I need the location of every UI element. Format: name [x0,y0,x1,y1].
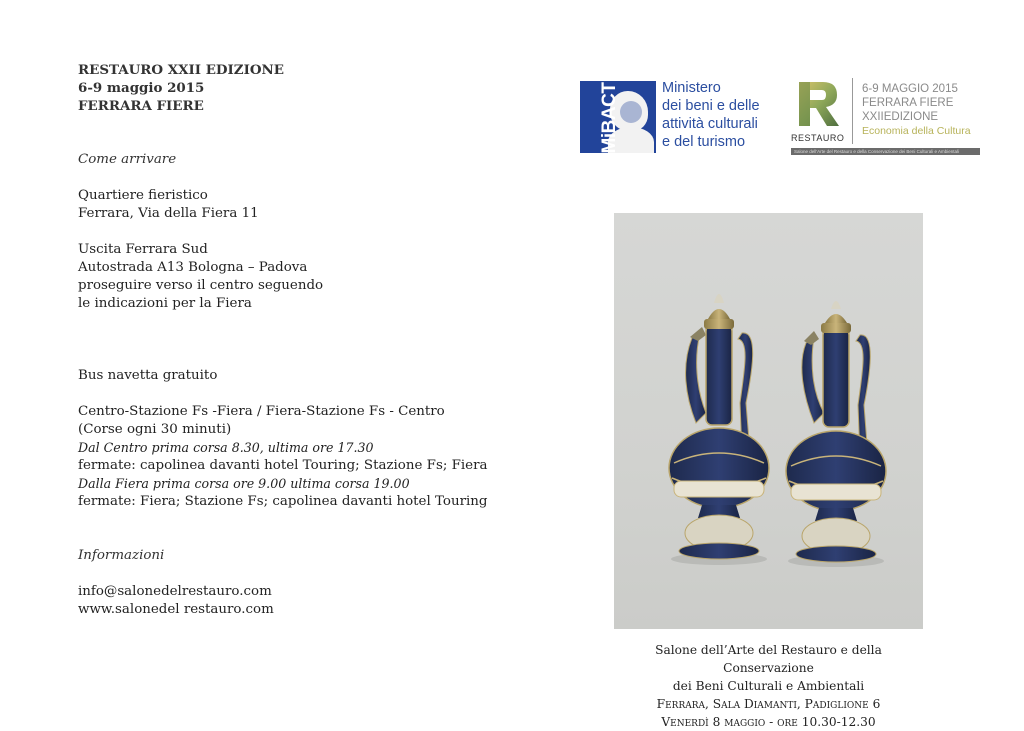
mibact-line-2: dei beni e delle [662,98,760,114]
restauro-tagline: Economia della Cultura [862,125,971,137]
mibact-line-3: attività culturali [662,116,758,132]
bus-route: Centro-Stazione Fs -Fiera / Fiera-Stazione Fs - Centro [78,404,445,419]
restauro-bar: Salone dell'Arte del Restauro e della Conservazione dei Beni Culturali e Ambientali [791,148,980,155]
info-email[interactable]: info@salonedelrestauro.com [78,584,272,599]
bus-title: Bus navetta gratuito [78,368,218,383]
event-dates: 6-9 maggio 2015 [78,80,205,96]
bus-from-fiera: Dalla Fiera prima corsa ore 9.00 ultima corsa 19.00 [78,476,410,491]
mibact-line-1: Ministero [662,80,721,96]
event-caption [614,641,923,731]
venue-line-2: Ferrara, Via della Fiera 11 [78,206,259,221]
right-ewer [786,301,886,562]
venue-line-1: Quartiere fieristico [78,188,208,203]
restauro-label: RESTAURO [791,133,845,143]
restauro-edition: XXIIEDIZIONE [862,111,939,123]
info-heading: Informazioni [78,548,165,563]
caption-line-4: Venerdì 8 maggio - ore 10.30-12.30 [661,715,876,729]
ewers-photo [614,213,923,629]
caption-line-2: dei Beni Culturali e Ambientali [672,679,865,693]
left-ewer [669,294,769,559]
logo-divider [852,78,853,144]
restauro-info [862,82,971,138]
event-title: RESTAURO XXII EDIZIONE [78,62,284,78]
event-details [78,61,487,619]
exit-line-2: Autostrada A13 Bologna – Padova [78,260,308,275]
ewers-illustration [614,213,923,629]
exit-line-1: Uscita Ferrara Sud [78,242,208,257]
bus-stops-fiera: fermate: Fiera; Stazione Fs; capolinea davanti hotel Touring [78,494,488,509]
mibact-logo [580,81,656,153]
directions-heading: Come arrivare [78,152,177,167]
bus-from-centro: Dal Centro prima corsa 8.30, ultima ore 17.30 [78,440,374,455]
restauro-r-icon [793,78,845,130]
mibact-letters: MiBACT [599,82,620,153]
mibact-line-4: e del turismo [662,134,746,150]
bus-frequency: (Corse ogni 30 minuti) [78,422,232,437]
mibact-wordmark [662,79,760,151]
restauro-date: 6-9 MAGGIO 2015 [862,83,958,95]
caption-line-3: Ferrara, Sala Diamanti, Padiglione 6 [656,697,881,711]
bus-stops-centro: fermate: capolinea davanti hotel Touring; Stazione Fs; Fiera [78,458,488,473]
restauro-place: FERRARA FIERE [862,97,954,109]
exit-line-3: proseguire verso il centro seguendo [78,278,324,293]
exit-line-4: le indicazioni per la Fiera [78,296,252,311]
info-website[interactable]: www.salonedel restauro.com [78,602,274,617]
event-venue: FERRARA FIERE [78,98,204,114]
caption-line-1: Salone dell’Arte del Restauro e della Conservazione [655,643,882,675]
